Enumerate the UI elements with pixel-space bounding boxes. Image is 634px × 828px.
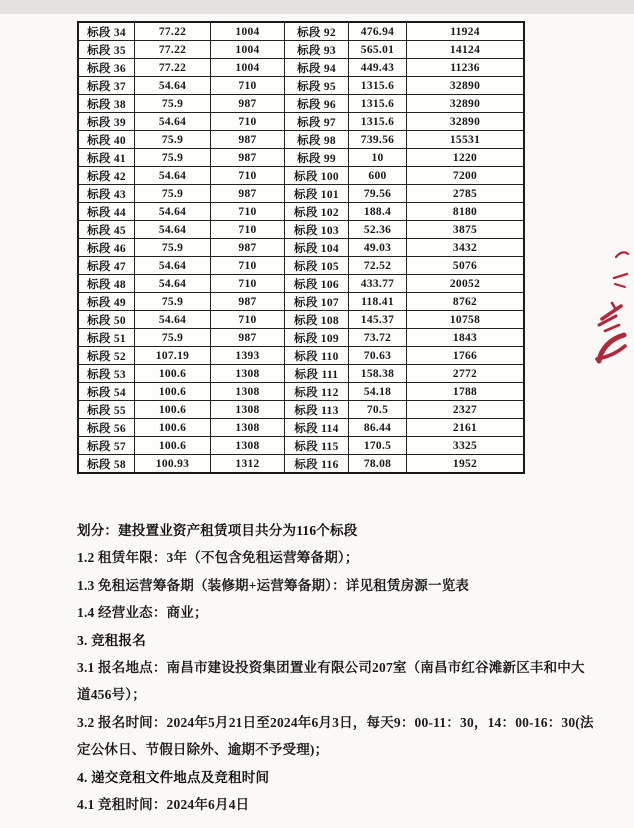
section-value-cell: 11924 bbox=[407, 22, 525, 41]
table-row bbox=[78, 131, 524, 149]
section-value-cell: 75.9 bbox=[135, 131, 211, 149]
section-value-cell: 15531 bbox=[407, 131, 525, 149]
section-value-cell: 20052 bbox=[407, 275, 525, 293]
section-value-cell: 1315.6 bbox=[349, 77, 407, 95]
section-value-cell: 987 bbox=[211, 239, 285, 257]
section-heading-line: 4. 递交竞租文件地点及竞租时间 bbox=[77, 769, 270, 785]
section-label-cell: 标段 52 bbox=[78, 347, 135, 365]
section-label-cell: 标段 40 bbox=[78, 131, 135, 149]
section-value-cell: 987 bbox=[211, 293, 285, 311]
body-text-line: 1.4 经营业态：商业； bbox=[77, 605, 208, 621]
section-value-cell: 565.01 bbox=[349, 41, 407, 59]
section-value-cell: 70.5 bbox=[349, 401, 407, 419]
section-value-cell: 3432 bbox=[407, 239, 525, 257]
section-label-cell: 标段 51 bbox=[78, 329, 135, 347]
section-value-cell: 987 bbox=[211, 149, 285, 167]
section-label-cell: 标段 42 bbox=[78, 167, 135, 185]
table-row bbox=[78, 149, 524, 167]
table-row bbox=[78, 293, 524, 311]
section-value-cell: 54.64 bbox=[135, 167, 211, 185]
section-value-cell: 1315.6 bbox=[349, 113, 407, 131]
section-value-cell: 75.9 bbox=[135, 239, 211, 257]
section-value-cell: 100.6 bbox=[135, 419, 211, 437]
section-value-cell: 32890 bbox=[407, 95, 525, 113]
section-label-cell: 标段 49 bbox=[78, 293, 135, 311]
section-label-cell: 标段 96 bbox=[285, 95, 349, 113]
section-value-cell: 54.64 bbox=[135, 275, 211, 293]
table-row bbox=[78, 383, 524, 401]
section-label-cell: 标段 103 bbox=[285, 221, 349, 239]
section-value-cell: 987 bbox=[211, 95, 285, 113]
section-value-cell: 600 bbox=[349, 167, 407, 185]
section-value-cell: 54.64 bbox=[135, 77, 211, 95]
section-label-cell: 标段 102 bbox=[285, 203, 349, 221]
table-row bbox=[78, 311, 524, 329]
section-value-cell: 8180 bbox=[407, 203, 525, 221]
section-value-cell: 77.22 bbox=[135, 41, 211, 59]
section-label-cell: 标段 94 bbox=[285, 59, 349, 77]
section-value-cell: 78.08 bbox=[349, 455, 407, 474]
table-row bbox=[78, 347, 524, 365]
section-heading-line: 3. 竞租报名 bbox=[77, 632, 146, 648]
table-row bbox=[78, 455, 524, 474]
section-value-cell: 1220 bbox=[407, 149, 525, 167]
red-stamp-fragment bbox=[588, 245, 634, 370]
section-value-cell: 72.52 bbox=[349, 257, 407, 275]
table-row bbox=[78, 329, 524, 347]
section-value-cell: 77.22 bbox=[135, 59, 211, 77]
section-value-cell: 710 bbox=[211, 221, 285, 239]
section-value-cell: 54.64 bbox=[135, 203, 211, 221]
section-label-cell: 标段 115 bbox=[285, 437, 349, 455]
table-row bbox=[78, 113, 524, 131]
section-value-cell: 100.6 bbox=[135, 401, 211, 419]
section-value-cell: 987 bbox=[211, 185, 285, 203]
section-label-cell: 标段 107 bbox=[285, 293, 349, 311]
table-row bbox=[78, 77, 524, 95]
section-label-cell: 标段 36 bbox=[78, 59, 135, 77]
section-value-cell: 987 bbox=[211, 329, 285, 347]
section-value-cell: 7200 bbox=[407, 167, 525, 185]
section-label-cell: 标段 97 bbox=[285, 113, 349, 131]
body-text-line: 4.1 竞租时间：2024年6月4日 bbox=[77, 796, 250, 812]
section-value-cell: 1308 bbox=[211, 401, 285, 419]
section-label-cell: 标段 41 bbox=[78, 149, 135, 167]
section-value-cell: 54.64 bbox=[135, 221, 211, 239]
section-value-cell: 1393 bbox=[211, 347, 285, 365]
section-value-cell: 49.03 bbox=[349, 239, 407, 257]
section-value-cell: 2772 bbox=[407, 365, 525, 383]
section-label-cell: 标段 111 bbox=[285, 365, 349, 383]
section-label-cell: 标段 57 bbox=[78, 437, 135, 455]
section-value-cell: 54.64 bbox=[135, 257, 211, 275]
section-value-cell: 145.37 bbox=[349, 311, 407, 329]
section-label-cell: 标段 92 bbox=[285, 22, 349, 41]
table-row bbox=[78, 203, 524, 221]
body-text-line: 3.1 报名地点：南昌市建设投资集团置业有限公司207室（南昌市红谷滩新区丰和中大 bbox=[77, 659, 585, 675]
section-value-cell: 79.56 bbox=[349, 185, 407, 203]
bid-sections-table bbox=[77, 21, 525, 474]
section-label-cell: 标段 54 bbox=[78, 383, 135, 401]
section-value-cell: 3875 bbox=[407, 221, 525, 239]
table-row bbox=[78, 419, 524, 437]
section-value-cell: 710 bbox=[211, 311, 285, 329]
section-label-cell: 标段 110 bbox=[285, 347, 349, 365]
section-value-cell: 1315.6 bbox=[349, 95, 407, 113]
table-row bbox=[78, 41, 524, 59]
table-row bbox=[78, 239, 524, 257]
section-value-cell: 11236 bbox=[407, 59, 525, 77]
section-label-cell: 标段 44 bbox=[78, 203, 135, 221]
section-value-cell: 75.9 bbox=[135, 329, 211, 347]
section-value-cell: 77.22 bbox=[135, 22, 211, 41]
section-label-cell: 标段 105 bbox=[285, 257, 349, 275]
section-value-cell: 100.93 bbox=[135, 455, 211, 474]
section-value-cell: 1843 bbox=[407, 329, 525, 347]
section-label-cell: 标段 37 bbox=[78, 77, 135, 95]
body-text-line: 1.3 免租运营筹备期（装修期+运营筹备期）：详见租赁房源一览表 bbox=[77, 577, 470, 593]
section-label-cell: 标段 39 bbox=[78, 113, 135, 131]
section-value-cell: 54.18 bbox=[349, 383, 407, 401]
section-label-cell: 标段 93 bbox=[285, 41, 349, 59]
section-value-cell: 14124 bbox=[407, 41, 525, 59]
section-label-cell: 标段 50 bbox=[78, 311, 135, 329]
section-value-cell: 75.9 bbox=[135, 95, 211, 113]
section-value-cell: 52.36 bbox=[349, 221, 407, 239]
section-label-cell: 标段 34 bbox=[78, 22, 135, 41]
table-row bbox=[78, 365, 524, 383]
section-value-cell: 476.94 bbox=[349, 22, 407, 41]
section-value-cell: 2161 bbox=[407, 419, 525, 437]
section-heading-line: 划分：建投置业资产租赁项目共分为116个标段 bbox=[77, 523, 358, 538]
section-value-cell: 86.44 bbox=[349, 419, 407, 437]
section-label-cell: 标段 106 bbox=[285, 275, 349, 293]
section-value-cell: 118.41 bbox=[349, 293, 407, 311]
section-value-cell: 1004 bbox=[211, 41, 285, 59]
section-value-cell: 1312 bbox=[211, 455, 285, 474]
section-value-cell: 75.9 bbox=[135, 185, 211, 203]
section-label-cell: 标段 108 bbox=[285, 311, 349, 329]
section-value-cell: 2785 bbox=[407, 185, 525, 203]
section-value-cell: 1788 bbox=[407, 383, 525, 401]
section-label-cell: 标段 112 bbox=[285, 383, 349, 401]
body-text-line: 道456号）； bbox=[77, 687, 146, 703]
section-value-cell: 1308 bbox=[211, 383, 285, 401]
section-value-cell: 188.4 bbox=[349, 203, 407, 221]
section-value-cell: 158.38 bbox=[349, 365, 407, 383]
body-text-line: 1.2 租赁年限：3年（不包含免租运营筹备期）； bbox=[77, 550, 359, 566]
section-label-cell: 标段 104 bbox=[285, 239, 349, 257]
section-value-cell: 70.63 bbox=[349, 347, 407, 365]
bid-table-body bbox=[78, 22, 524, 473]
section-value-cell: 1308 bbox=[211, 365, 285, 383]
document-text-block bbox=[77, 517, 594, 818]
section-value-cell: 32890 bbox=[407, 113, 525, 131]
section-value-cell: 710 bbox=[211, 275, 285, 293]
scan-top-edge bbox=[0, 0, 634, 14]
section-value-cell: 710 bbox=[211, 167, 285, 185]
section-value-cell: 710 bbox=[211, 113, 285, 131]
table-row bbox=[78, 22, 524, 41]
section-label-cell: 标段 109 bbox=[285, 329, 349, 347]
section-label-cell: 标段 101 bbox=[285, 185, 349, 203]
section-value-cell: 710 bbox=[211, 257, 285, 275]
section-value-cell: 710 bbox=[211, 203, 285, 221]
section-label-cell: 标段 114 bbox=[285, 419, 349, 437]
section-value-cell: 710 bbox=[211, 77, 285, 95]
section-value-cell: 1004 bbox=[211, 22, 285, 41]
body-text-line: 定公休日、节假日除外、逾期不予受理)； bbox=[77, 742, 329, 758]
section-label-cell: 标段 98 bbox=[285, 131, 349, 149]
section-label-cell: 标段 95 bbox=[285, 77, 349, 95]
section-label-cell: 标段 48 bbox=[78, 275, 135, 293]
section-value-cell: 100.6 bbox=[135, 437, 211, 455]
section-label-cell: 标段 100 bbox=[285, 167, 349, 185]
section-value-cell: 54.64 bbox=[135, 311, 211, 329]
section-value-cell: 1004 bbox=[211, 59, 285, 77]
section-label-cell: 标段 99 bbox=[285, 149, 349, 167]
section-value-cell: 2327 bbox=[407, 401, 525, 419]
table-row bbox=[78, 185, 524, 203]
section-label-cell: 标段 46 bbox=[78, 239, 135, 257]
section-value-cell: 1952 bbox=[407, 455, 525, 474]
table-row bbox=[78, 167, 524, 185]
section-value-cell: 75.9 bbox=[135, 149, 211, 167]
section-label-cell: 标段 47 bbox=[78, 257, 135, 275]
section-value-cell: 433.77 bbox=[349, 275, 407, 293]
section-value-cell: 73.72 bbox=[349, 329, 407, 347]
section-label-cell: 标段 56 bbox=[78, 419, 135, 437]
section-value-cell: 449.43 bbox=[349, 59, 407, 77]
section-label-cell: 标段 35 bbox=[78, 41, 135, 59]
table-row bbox=[78, 95, 524, 113]
section-label-cell: 标段 113 bbox=[285, 401, 349, 419]
section-value-cell: 987 bbox=[211, 131, 285, 149]
table-row bbox=[78, 221, 524, 239]
section-value-cell: 1308 bbox=[211, 419, 285, 437]
section-value-cell: 10 bbox=[349, 149, 407, 167]
table-row bbox=[78, 257, 524, 275]
section-value-cell: 100.6 bbox=[135, 383, 211, 401]
section-value-cell: 10758 bbox=[407, 311, 525, 329]
table-row bbox=[78, 59, 524, 77]
section-value-cell: 1308 bbox=[211, 437, 285, 455]
section-value-cell: 54.64 bbox=[135, 113, 211, 131]
table-row bbox=[78, 401, 524, 419]
section-value-cell: 75.9 bbox=[135, 293, 211, 311]
section-value-cell: 170.5 bbox=[349, 437, 407, 455]
section-value-cell: 32890 bbox=[407, 77, 525, 95]
section-value-cell: 5076 bbox=[407, 257, 525, 275]
section-label-cell: 标段 45 bbox=[78, 221, 135, 239]
body-text-line: 3.2 报名时间：2024年5月21日至2024年6月3日，每天9：00-11：30，14：00-16：30(法 bbox=[77, 714, 594, 730]
section-label-cell: 标段 38 bbox=[78, 95, 135, 113]
table-row bbox=[78, 437, 524, 455]
section-value-cell: 100.6 bbox=[135, 365, 211, 383]
section-label-cell: 标段 43 bbox=[78, 185, 135, 203]
section-value-cell: 107.19 bbox=[135, 347, 211, 365]
table-row bbox=[78, 275, 524, 293]
section-value-cell: 739.56 bbox=[349, 131, 407, 149]
section-value-cell: 1766 bbox=[407, 347, 525, 365]
section-label-cell: 标段 116 bbox=[285, 455, 349, 474]
section-value-cell: 3325 bbox=[407, 437, 525, 455]
section-label-cell: 标段 58 bbox=[78, 455, 135, 474]
section-label-cell: 标段 53 bbox=[78, 365, 135, 383]
section-label-cell: 标段 55 bbox=[78, 401, 135, 419]
section-value-cell: 8762 bbox=[407, 293, 525, 311]
